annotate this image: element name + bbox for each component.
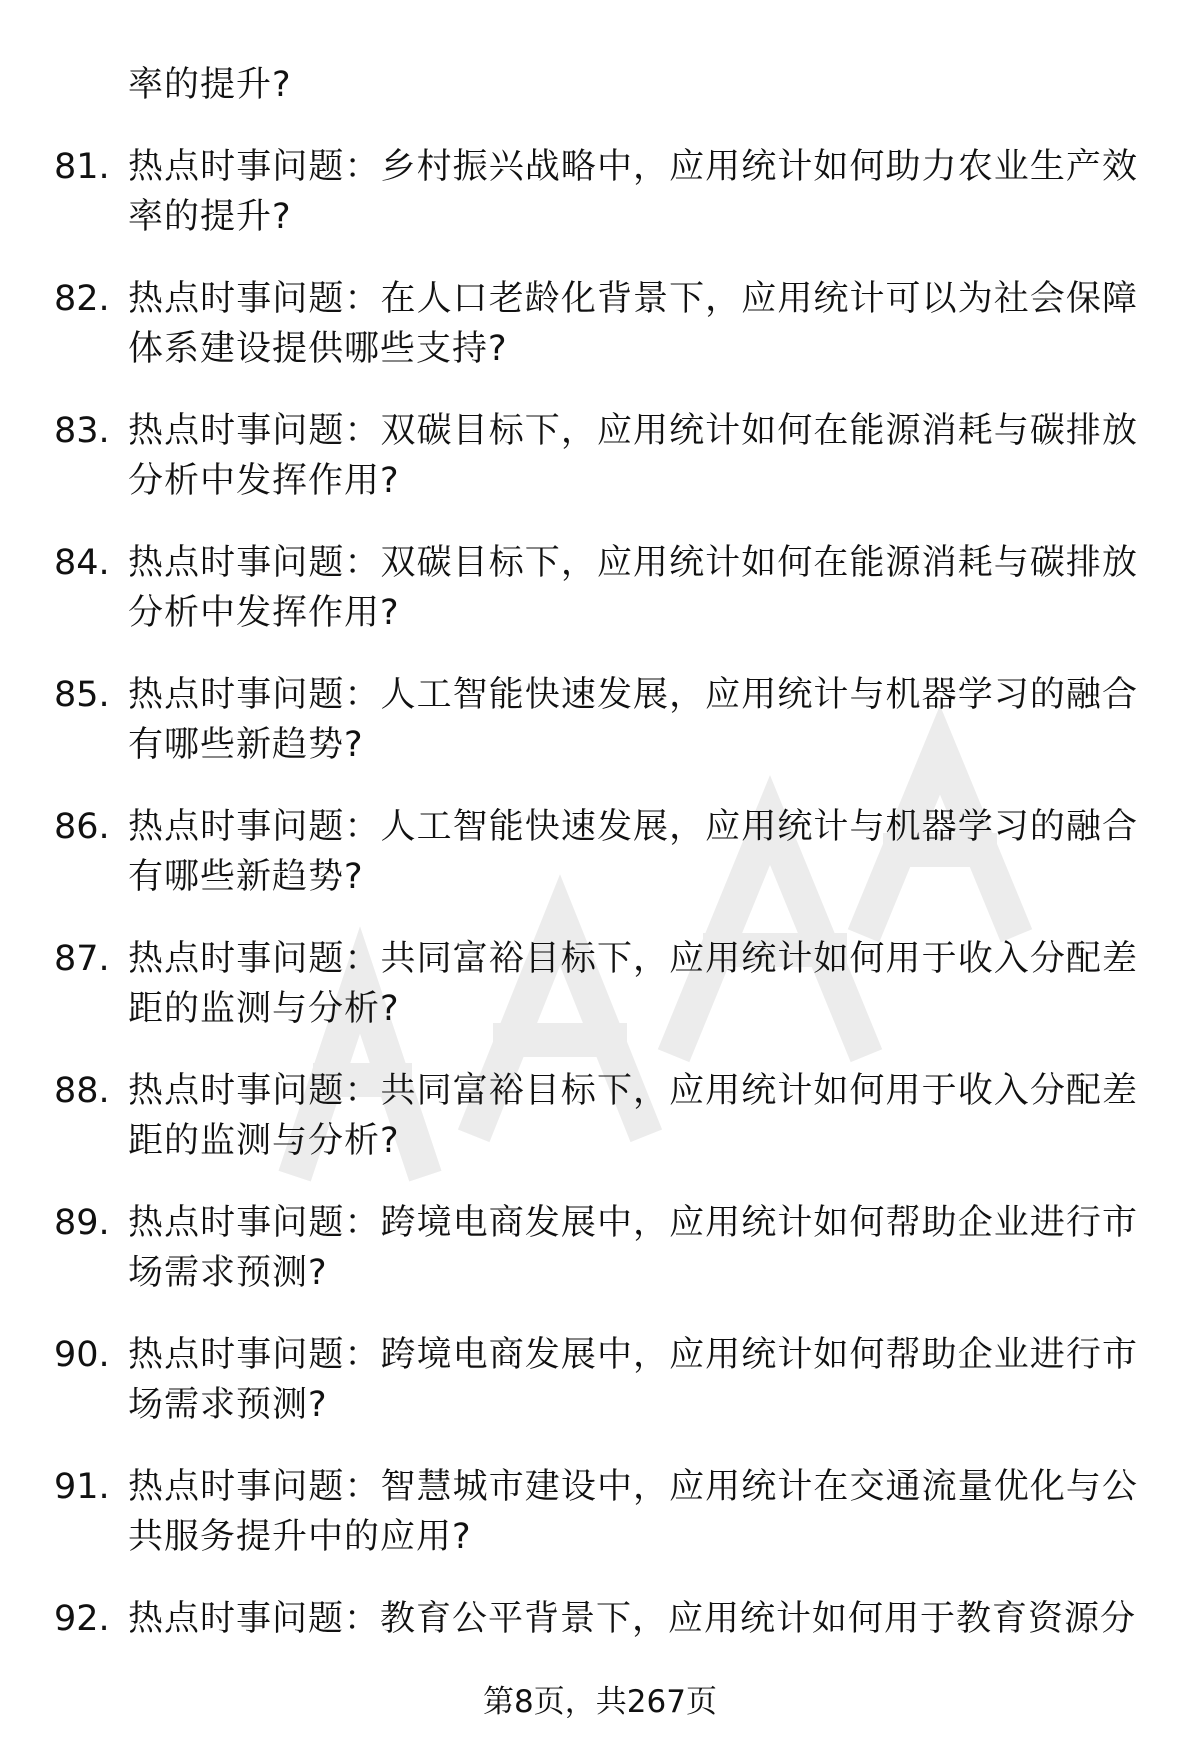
question-number: 82.	[54, 279, 110, 319]
question-number: 90.	[54, 1335, 110, 1375]
continued-question-text: 率的提升?	[128, 65, 292, 105]
question-text: 热点时事问题：教育公平背景下，应用统计如何用于教育资源分	[128, 1599, 1137, 1639]
question-text: 热点时事问题：在人口老龄化背景下，应用统计可以为社会保障体系建设提供哪些支持?	[128, 279, 1138, 369]
list-item	[0, 274, 1200, 406]
question-text: 热点时事问题：乡村振兴战略中，应用统计如何助力农业生产效率的提升?	[128, 147, 1138, 237]
list-item	[0, 1066, 1200, 1198]
question-number: 83.	[54, 411, 110, 451]
list-item	[0, 538, 1200, 670]
question-number: 91.	[54, 1467, 110, 1507]
question-text: 热点时事问题：双碳目标下，应用统计如何在能源消耗与碳排放分析中发挥作用?	[128, 543, 1138, 633]
list-item	[0, 406, 1200, 538]
list-item	[0, 142, 1200, 274]
list-item	[0, 934, 1200, 1066]
question-list	[0, 142, 1200, 1726]
page-number-footer: 第8页，共267页	[483, 1684, 717, 1720]
question-text: 热点时事问题：跨境电商发展中，应用统计如何帮助企业进行市场需求预测?	[128, 1203, 1138, 1293]
question-number: 86.	[54, 807, 110, 847]
question-number: 84.	[54, 543, 110, 583]
question-text: 热点时事问题：共同富裕目标下，应用统计如何用于收入分配差距的监测与分析?	[128, 1071, 1138, 1161]
question-text: 热点时事问题：共同富裕目标下，应用统计如何用于收入分配差距的监测与分析?	[128, 939, 1138, 1029]
question-text: 热点时事问题：跨境电商发展中，应用统计如何帮助企业进行市场需求预测?	[128, 1335, 1138, 1425]
question-number: 89.	[54, 1203, 110, 1243]
list-item	[0, 1462, 1200, 1594]
question-number: 81.	[54, 147, 110, 187]
question-text: 热点时事问题：智慧城市建设中，应用统计在交通流量优化与公共服务提升中的应用?	[128, 1467, 1138, 1557]
question-text: 热点时事问题：双碳目标下，应用统计如何在能源消耗与碳排放分析中发挥作用?	[128, 411, 1138, 501]
list-item	[0, 802, 1200, 934]
question-text: 热点时事问题：人工智能快速发展，应用统计与机器学习的融合有哪些新趋势?	[128, 807, 1138, 897]
list-item	[0, 670, 1200, 802]
list-item	[0, 1330, 1200, 1462]
question-number: 85.	[54, 675, 110, 715]
list-item	[0, 1198, 1200, 1330]
question-number: 87.	[54, 939, 110, 979]
question-number: 88.	[54, 1071, 110, 1111]
question-text: 热点时事问题：人工智能快速发展，应用统计与机器学习的融合有哪些新趋势?	[128, 675, 1138, 765]
question-number: 92.	[54, 1599, 110, 1639]
